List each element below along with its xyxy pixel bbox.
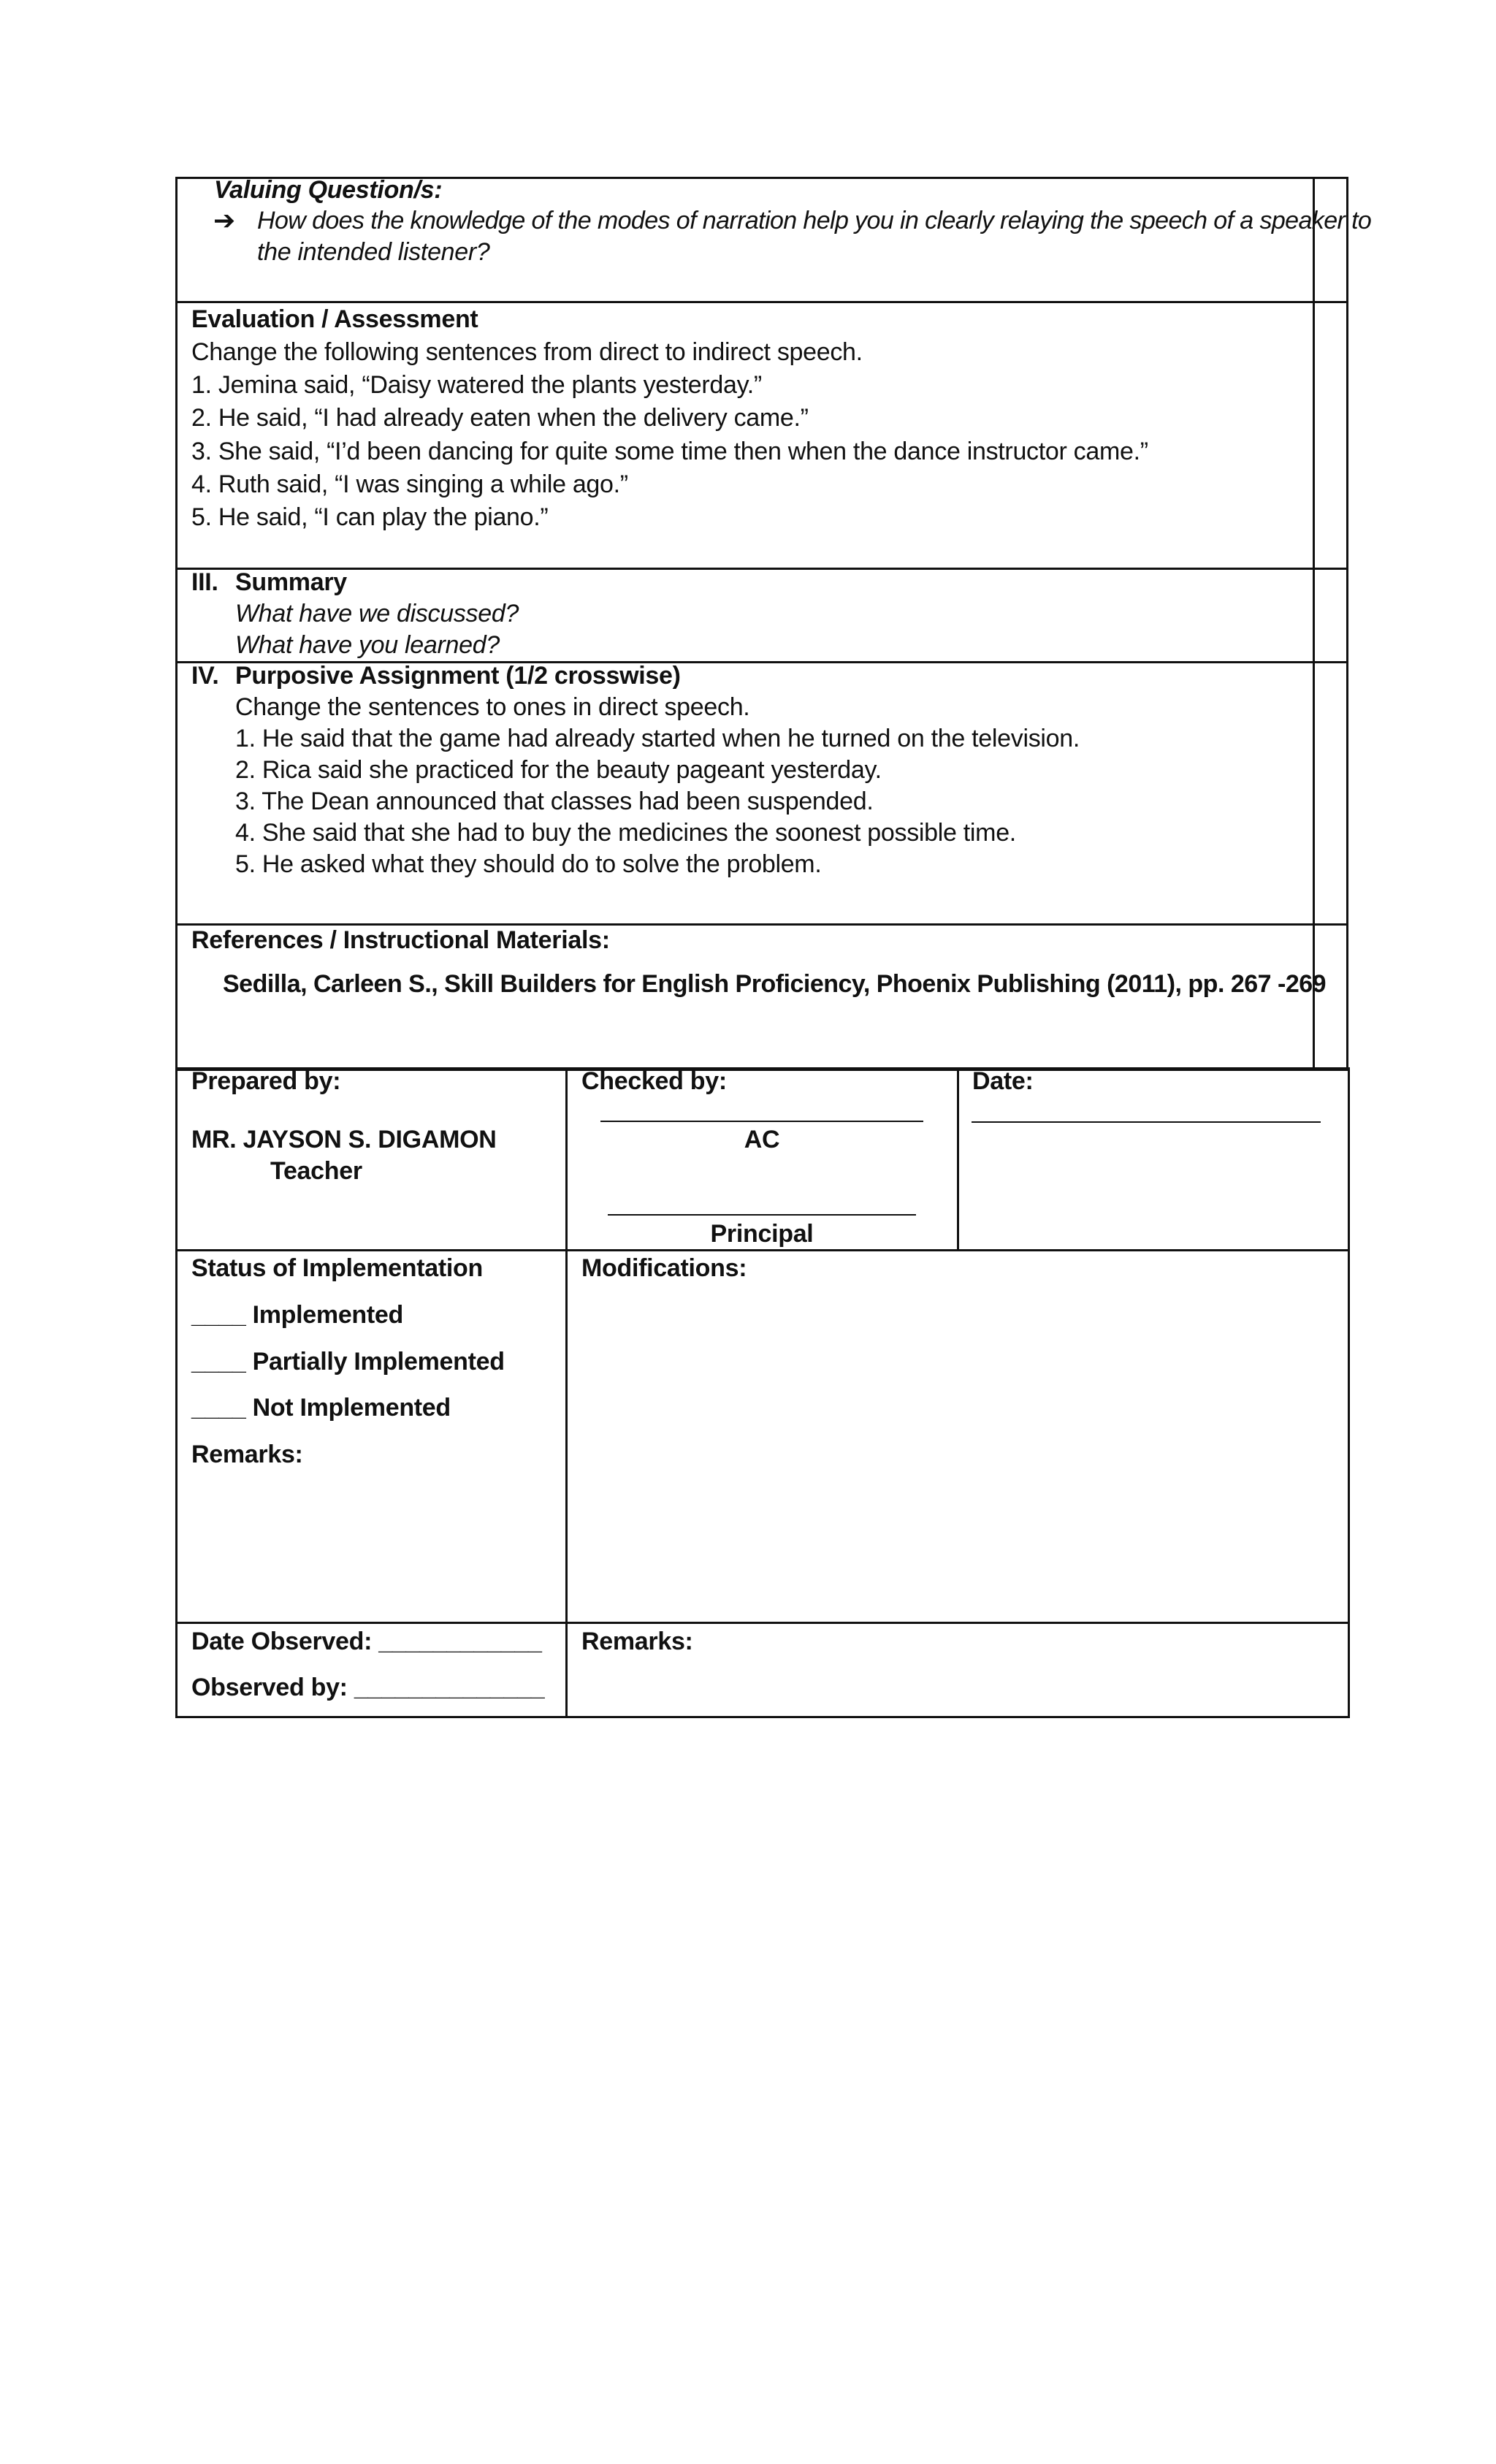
column-divider: [565, 1067, 568, 1718]
signature-line: [600, 1121, 923, 1122]
prepared-by-label: Prepared by:: [191, 1067, 341, 1095]
status-of-implementation-label: Status of Implementation: [191, 1254, 483, 1282]
date-observed: Date Observed: ____________: [191, 1628, 542, 1655]
date-label: Date:: [972, 1067, 1034, 1095]
evaluation-item: 1. Jemina said, “Daisy watered the plants yesterday.”: [191, 371, 762, 399]
modifications-label: Modifications:: [581, 1254, 747, 1282]
checked-by-role: Principal: [710, 1220, 814, 1248]
checked-by-label: Checked by:: [581, 1067, 727, 1095]
references-citation: Sedilla, Carleen S., Skill Builders for English Proficiency, Phoenix Publishing (2011), pp. 267 -269: [223, 970, 1327, 998]
arrow-right-icon: ➔: [213, 205, 235, 235]
assignment-item: 3. The Dean announced that classes had been suspended.: [235, 787, 874, 815]
assignment-item: 2. Rica said she practiced for the beauty pageant yesterday.: [235, 756, 882, 784]
summary-numeral: III.: [191, 568, 218, 596]
row-divider: [175, 568, 1348, 570]
assignment-heading: Purposive Assignment (1/2 crosswise): [235, 662, 681, 690]
observed-by: Observed by: ______________: [191, 1674, 545, 1701]
references-heading: References / Instructional Materials:: [191, 926, 610, 954]
evaluation-item: 2. He said, “I had already eaten when the delivery came.”: [191, 404, 809, 432]
column-divider: [957, 1067, 959, 1251]
assignment-numeral: IV.: [191, 662, 219, 690]
assignment-item: 4. She said that she had to buy the medicines the soonest possible time.: [235, 819, 1016, 847]
valuing-heading: Valuing Question/s:: [214, 176, 443, 204]
row-divider: [175, 1622, 1350, 1624]
prepared-by-role: Teacher: [270, 1157, 362, 1185]
summary-heading: Summary: [235, 568, 347, 596]
assignment-instruction: Change the sentences to ones in direct speech.: [235, 693, 750, 721]
prepared-by-name: MR. JAYSON S. DIGAMON: [191, 1126, 497, 1153]
evaluation-instruction: Change the following sentences from direct to indirect speech.: [191, 338, 863, 366]
implementation-remarks-label: Remarks:: [191, 1441, 303, 1468]
column-divider-upper: [1313, 177, 1315, 1071]
summary-question: What have we discussed?: [235, 600, 519, 628]
evaluation-item: 5. He said, “I can play the piano.”: [191, 503, 549, 531]
evaluation-heading: Evaluation / Assessment: [191, 305, 478, 333]
status-option-partially-implemented: ____ Partially Implemented: [191, 1348, 505, 1376]
assignment-item: 5. He asked what they should do to solve the problem.: [235, 850, 822, 878]
status-option-not-implemented: ____ Not Implemented: [191, 1394, 451, 1422]
observation-remarks-label: Remarks:: [581, 1628, 693, 1655]
valuing-question-line2: the intended listener?: [257, 238, 490, 266]
evaluation-item: 4. Ruth said, “I was singing a while ago.”: [191, 470, 628, 498]
date-line: [972, 1121, 1321, 1123]
checked-by-name: AC: [744, 1126, 780, 1153]
signature-line: [608, 1214, 916, 1216]
evaluation-item: 3. She said, “I’d been dancing for quite some time then when the dance instructor came.”: [191, 438, 1148, 465]
summary-question: What have you learned?: [235, 631, 500, 659]
valuing-question-line1: How does the knowledge of the modes of narration help you in clearly relaying the speech of a speaker to: [257, 207, 1372, 234]
status-option-implemented: ____ Implemented: [191, 1301, 403, 1329]
assignment-item: 1. He said that the game had already started when he turned on the television.: [235, 725, 1080, 752]
